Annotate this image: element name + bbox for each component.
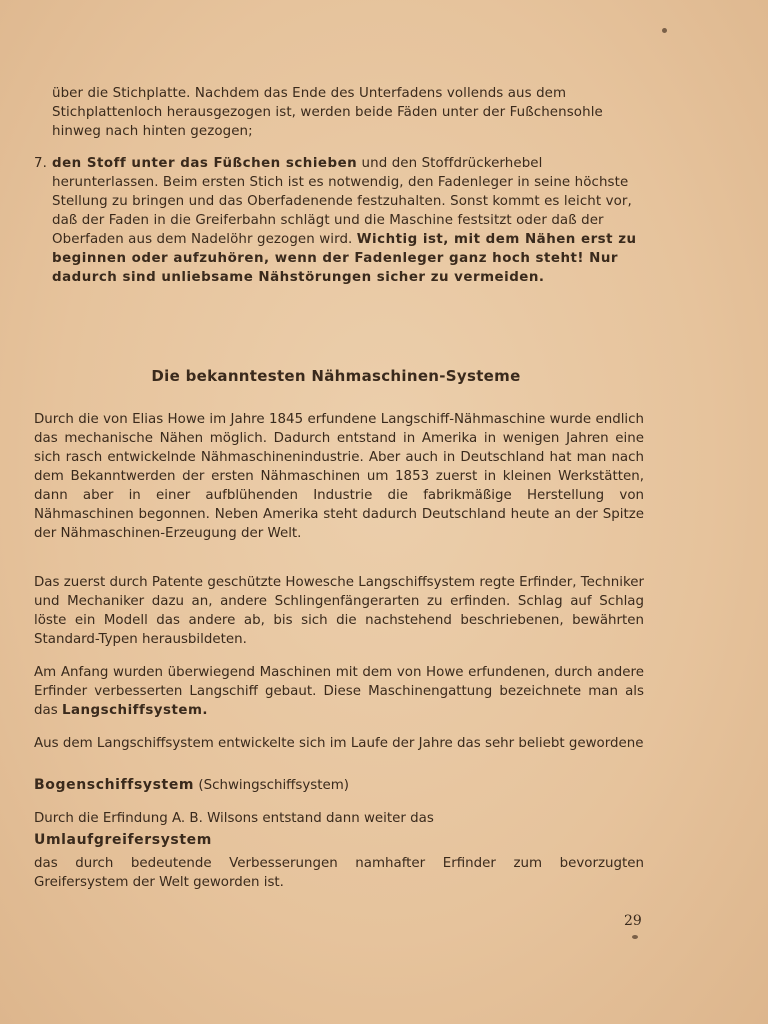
step-7-text: und den Stoffdrückerhebel herunterlassen. Beim ersten Stich ist es notwendig, den Fadenleger in seine höchste Stellung zu bringen und das Oberfadenende festzuhalten. Sonst kommt es leicht vor, daß der Faden in die Greiferbahn schlägt und die Maschine festsitzt oder daß der Oberfaden aus dem Nadelöhr gezogen wird. [52,156,632,247]
intro-paragraph: über die Stichplatte. Nachdem das Ende des Unterfadens vollends aus dem Stichplattenloch herausgezogen ist, werden beide Fäden unter der Fußchensohle hinweg nach hinten gezogen; [52,86,603,139]
paragraph-patents: Das zuerst durch Patente geschützte Howesche Langschiffsystem regte Erfinder, Techniker und Mechaniker dazu an, andere Schlingenfängerarten zu erfinden. Schlag auf Schlag löste ein Modell das andere ab, bis sich die nachstehend beschriebenen, bewährten Standard-Typen herausbildeten. [34,575,644,647]
step-7-warning: Wichtig ist, mit dem Nähen erst zu beginnen oder aufzuhören, wenn der Fadenleger ganz hoch steht! Nur dadurch sind unliebsame Nähstörungen sicher zu vermeiden. [52,232,637,285]
step-7 [34,154,642,287]
step-7-body [52,154,642,287]
paragraph-greifer: das durch bedeutende Verbesserungen namhafter Erfinder zum bevorzugten Greifersystem der Welt geworden ist. [34,856,644,890]
paragraph-langschiff-text: Am Anfang wurden überwiegend Maschinen mit dem von Howe erfundenen, durch andere Erfinder verbesserten Langschiff gebaut. Diese Maschinengattung bezeichnete man als das [34,665,644,718]
term-bogenschiffsystem: Bogenschiffsystem [34,777,195,793]
paragraph-bogenschiff [34,776,644,795]
bogenschiff-note: (Schwingschiffsystem) [194,778,350,793]
paragraph-wilson: Durch die Erfindung A. B. Wilsons entstand dann weiter das [34,811,434,826]
paper-speck [632,935,638,939]
step-7-lead: den Stoff unter das Füßchen schieben [52,156,358,171]
page-number: 29 [624,913,642,929]
paragraph-development: Aus dem Langschiffsystem entwickelte sich im Laufe der Jahre das sehr beliebt gewordene [34,736,644,751]
step-number: 7. [34,156,47,171]
term-langschiffsystem: Langschiffsystem. [61,703,209,718]
paragraph-langschiff [34,663,644,720]
paragraph-howe: Durch die von Elias Howe im Jahre 1845 erfundene Langschiff-Nähmaschine wurde endlich das mechanische Nähen möglich. Dadurch entstand in Amerika in wenigen Jahren eine sich rasch entwickelnde Nähmaschinenindustrie. Aber auch in Deutschland hat man nach dem Bekanntwerden der ersten Nähmaschinen um 1853 zuerst in kleinen Werkstätten, dann aber in einer aufblühenden Industrie die fabrikmäßige Herstellung von Nähmaschinen begonnen. Neben Amerika steht dadurch Deutschland heute an der Spitze der Nähmaschinen-Erzeugung der Welt. [34,412,644,541]
term-umlaufgreifersystem: Umlaufgreifersystem [34,832,212,848]
paper-speck [662,28,667,33]
section-heading: Die bekanntesten Nähmaschinen-Systeme [151,367,521,385]
